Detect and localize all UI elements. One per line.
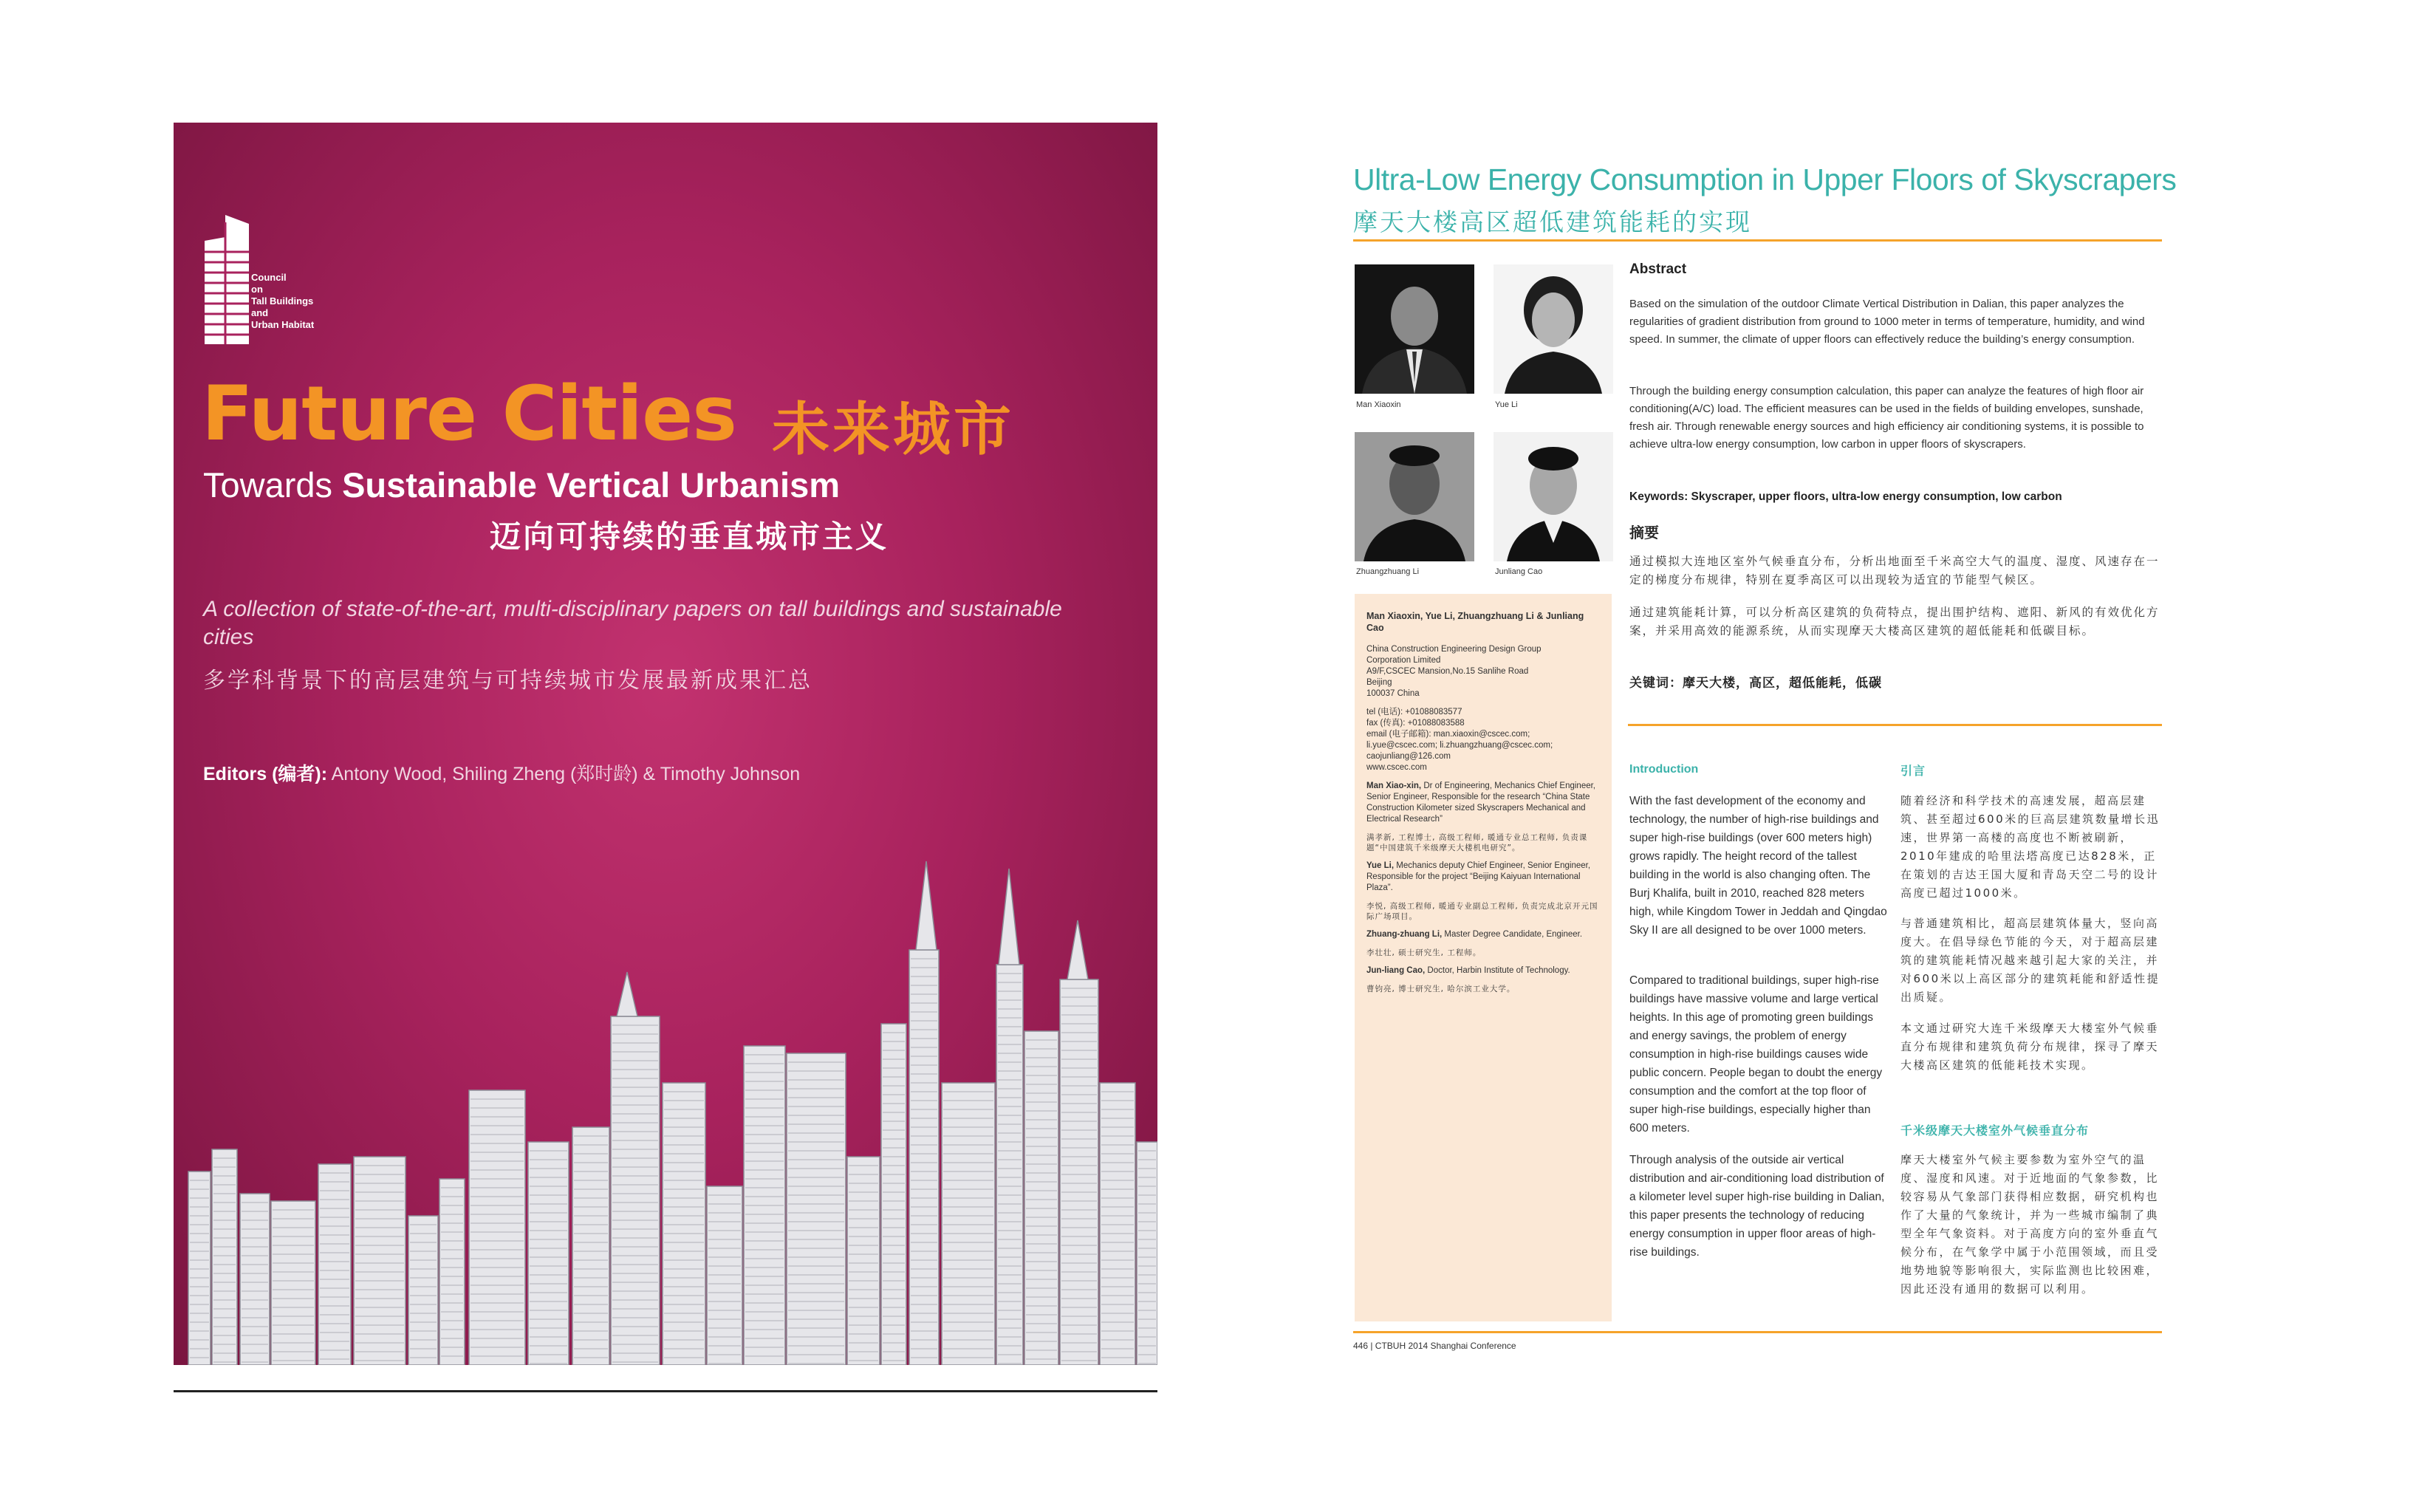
author-photo-yue-li [1494,264,1613,394]
abstract-cn-paragraph: 通过建筑能耗计算，可以分析高区建筑的负荷特点，提出围护结构、遮阳、新风的有效优化方案，并采用高效的能源系统，从而实现摩天大楼高区建筑的超低能耗和低碳目标。 [1629,606,2160,637]
bio-text: Master Degree Candidate, Engineer. [1442,930,1583,939]
abstract-paragraph: Through the building energy consumption calculation, this paper can analyze the features of high floor air conditioning(A/C) load. The efficient measures can be used in the fields of building envelopes, sunshade, fresh air. Through renewable energy sources and high efficiency air conditioning systems, it is possible to achieve ultra-low energy consumption, low carbon in upper floors of skyscrapers. [1629,385,2144,451]
contact-line: email (电子邮箱): man.xiaoxin@cscec.com; [1366,730,1530,739]
intro-heading: Introduction [1629,763,1699,776]
editors-names: Antony Wood, Shiling Zheng (郑时龄) & Timothy Johnson [327,764,801,784]
org-line: China Construction Engineering Design Group [1366,645,1542,654]
skyline-tower [611,1016,660,1365]
intro-cn-paragraph: 随着经济和科学技术的高速发展，超高层建筑、甚至超过600米的巨高层建筑数量增长迅速，世界第一高楼的高度也不断被刷新，2010年建成的哈里法塔高度已达828米，正在策划的吉达王国大厦和青岛天空二号的设计高度已超过1000米。 [1900,794,2160,900]
skyline-spire [999,869,1019,965]
footer-rule [1353,1331,2162,1333]
section2-cn-paragraph: 摩天大楼室外气候主要参数为室外空气的温度、湿度和风速。对于近地面的气象参数，比较容易从气象部门获得相应数据，研究机构也作了大量的气象统计，并为一些城市编制了典型全年气象资料。对于高度方向的室外垂直气候分布，在气象学中属于小范围领域，而且受地势地貌等影响很大，实际监测也比较困难，因此还没有通用的数据可以利用。 [1900,1153,2160,1296]
cover-subtitle-cn: 迈向可持续的垂直城市主义 [490,519,889,555]
author-photo-man-xiaoxin [1355,264,1474,394]
keywords-cn: 关键词：摩天大楼，高区，超低能耗，低碳 [1629,676,1882,691]
org-line: Corporation Limited [1366,656,1441,665]
skyline-tower [469,1090,525,1365]
logo-line: on [251,284,263,295]
bio-text: Doctor, Harbin Institute of Technology. [1425,966,1570,975]
skyline-tower [212,1149,237,1365]
org-line: Beijing [1366,678,1392,687]
logo-line: and [251,307,269,318]
logo-line: Urban Habitat [251,319,315,330]
bio-man-xiaoxin [1366,781,1600,825]
cover-title-cn: 未来城市 [772,396,1015,463]
skyline-spire [1067,920,1088,979]
portrait-icon [1355,264,1474,394]
keywords: Keywords: Skyscraper, upper floors, ultra-low energy consumption, low carbon [1629,490,2062,503]
bio-text: Dr of Engineering, Mechanics Chief Engineer, Senior Engineer, Responsible for the research “China State Construction Kilometer sized Skyscrapers Mechanical and Electrical Research” [1366,781,1596,824]
title-rule [1353,239,2162,242]
skyline-illustration [174,123,1157,1365]
contact-line: www.cscec.com [1366,763,1427,772]
intro-paragraph: With the fast development of the economy and technology, the number of high-rise buildings and super high-rise buildings (over 600 meters high) grows rapidly. The height record of the tallest building in the world is also changing often. The Burj Khalifa, built in 2010, reached 828 meters high, while Kingdom Tower in Jeddah and Qingdao Sky II are all designed to be over 1000 meters. [1629,795,1887,937]
author-photo-zhuangzhuang-li [1355,432,1474,561]
photo-caption: Zhuangzhuang Li [1356,567,1420,576]
book-cover [174,123,1157,1365]
abstract-heading: Abstract [1629,261,1687,277]
article-title-cn: 摩天大楼高区超低建筑能耗的实现 [1353,208,1752,236]
skyline-tower [188,1171,211,1365]
bio-junliang-cao-cn: 曹钧亮, 博士研究生, 哈尔滨工业大学。 [1366,985,1516,993]
intro-paragraph: Compared to traditional buildings, super high-rise buildings have massive volume and large vertical heights. In this age of promoting green buildings and energy savings, the problem of energy consumption in high-rise buildings causes wide public concern. People began to doubt the energy consumption and the comfort at the top floor of super high-rise buildings, especially higher than 600 meters. [1629,974,1883,1135]
bio-yue-li [1366,861,1600,894]
ctbuh-logo-icon [203,215,249,344]
abstract-paragraph: Based on the simulation of the outdoor Climate Vertical Distribution in Dalian, this paper analyzes the regularities of gradient distribution from ground to 1000 meter in terms of temperature, humidity, and wind speed. In summer, the climate of upper floors can effectively reduce the building’s energy consumption. [1629,298,2145,346]
ctbuh-logo-text [251,272,314,331]
abstract-cn-paragraph: 通过模拟大连地区室外气候垂直分布，分析出地面至千米高空大气的温度、湿度、风速存在一定的梯度分布规律，特别在夏季高区可以出现较为适宜的节能型气候区。 [1629,555,2160,586]
editors-label: Editors (编者): [203,764,328,784]
skyline-tower [271,1201,315,1365]
bio-yue-li-cn: 李悦, 高级工程师, 暖通专业副总工程师, 负责完成北京开元国际广场项目。 [1366,902,1598,921]
contact-line: tel (电话): +01088083577 [1366,708,1462,716]
skyline-tower [996,965,1023,1365]
cover-bottom-rule [174,1390,1157,1392]
bio-name: Yue Li, [1366,861,1395,870]
skyline-tower [439,1179,465,1365]
intro-paragraph: Through analysis of the outside air vertical distribution and air-conditioning load distribution of a kilometer level super high-rise building in Dalian, this paper presents the technology of reducing energy consumption in upper floor areas of high-rise buildings. [1629,1154,1885,1259]
bio-name: Zhuang-zhuang Li, [1366,930,1443,939]
cover-subtitle-prefix: Towards [203,465,343,504]
skyline-tower [1100,1083,1135,1365]
contact-line: li.yue@cscec.com; li.zhuangzhuang@cscec.com; [1366,741,1553,750]
sidebar-authors: Man Xiaoxin, Yue Li, Zhuangzhuang Li & Junliang Cao [1366,611,1584,633]
skyline-tower [942,1083,995,1365]
org-line: A9/F,CSCEC Mansion,No.15 Sanlihe Road [1366,667,1529,676]
bio-text: Mechanics deputy Chief Engineer, Senior Engineer, Responsible for the project “Beijing Kaiyuan International Plaza”. [1366,861,1591,892]
cover-description-cn: 多学科背景下的高层建筑与可持续城市发展最新成果汇总 [203,668,812,694]
article-title: Ultra-Low Energy Consumption in Upper Floors of Skyscrapers [1353,163,2177,196]
abstract-cn-heading: 摘要 [1629,524,1659,541]
page-footer: 446 | CTBUH 2014 Shanghai Conference [1353,1341,1516,1351]
photo-caption: Man Xiaoxin [1356,400,1401,409]
intro-cn-paragraph: 与普通建筑相比，超高层建筑体量大，竖向高度大。在倡导绿色节能的今天，对于超高层建筑的建筑能耗情况越来越引起大家的关注，并对600米以上高区部分的建筑耗能和舒适性提出质疑。 [1900,917,2160,1004]
intro-cn-heading: 引言 [1900,764,1926,778]
org-line: 100037 China [1366,689,1420,698]
ctbuh-logo [203,215,249,348]
author-photo-junliang-cao [1494,432,1613,561]
skyline-tower [408,1216,438,1365]
cover-description: A collection of state-of-the-art, multi-disciplinary papers on tall buildings and sustainable cities [203,597,1062,649]
portrait-icon [1494,264,1613,394]
bio-name: Jun-liang Cao, [1366,966,1426,975]
bio-zhuangzhuang-li [1366,929,1600,940]
bio-name: Man Xiao-xin, [1366,781,1422,790]
skyline-tower [881,1024,906,1365]
cover-subtitle [203,465,840,505]
skyline-tower [318,1164,351,1365]
intro-cn-paragraph: 本文通过研究大连千米级摩天大楼室外气候垂直分布规律和建筑负荷分布规律，探寻了摩天大楼高区建筑的低能耗技术实现。 [1900,1022,2160,1072]
sidebar-contact [1366,707,1600,773]
skyline-tower [1137,1142,1157,1365]
skyline-tower [528,1142,569,1365]
sidebar-organization [1366,644,1600,699]
bio-junliang-cao [1366,965,1600,976]
skyline-spire [916,861,937,950]
cover-title: Future Cities [202,370,737,458]
bio-zhuangzhuang-li-cn: 李壮壮, 硕士研究生, 工程师。 [1366,948,1482,957]
author-sidebar [1355,594,1612,1321]
skyline-spire [617,972,637,1016]
section2-cn-heading: 千米级摩天大楼室外气候垂直分布 [1900,1123,2090,1138]
bio-man-xiaoxin-cn: 满孝新, 工程博士, 高级工程师, 暖通专业总工程师, 负责课题“中国建筑千米级摩天大楼机电研究”。 [1366,833,1588,852]
logo-line: Tall Buildings [251,295,314,307]
contact-line: fax (传真): +01088083588 [1366,719,1465,728]
portrait-icon [1355,432,1474,561]
cover-editors [203,759,800,786]
skyline-tower [787,1053,846,1365]
logo-line: Council [251,272,287,283]
photo-caption: Yue Li [1495,400,1518,409]
skyline-tower [240,1194,270,1365]
cover-subtitle-bold: Sustainable Vertical Urbanism [342,465,841,504]
abstract-rule [1628,724,2162,726]
skyline-tower [663,1083,705,1365]
portrait-icon [1494,432,1613,561]
photo-caption: Junliang Cao [1495,567,1543,576]
contact-line: caojunliang@126.com [1366,752,1451,761]
